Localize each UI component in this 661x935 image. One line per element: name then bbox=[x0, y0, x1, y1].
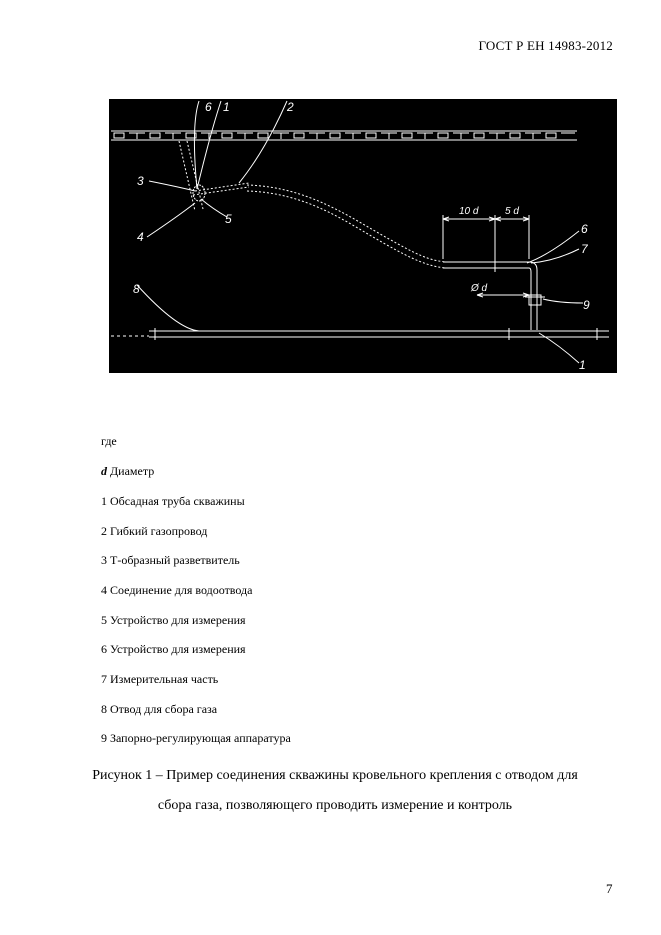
legend-item bbox=[101, 702, 217, 717]
roof-strip bbox=[111, 131, 577, 140]
legend-item-key: 4 bbox=[101, 583, 107, 597]
callout-6-right: 6 bbox=[581, 222, 588, 236]
legend-item-text: Запорно-регулирующая аппаратура bbox=[110, 731, 291, 745]
callout-3: 3 bbox=[137, 174, 144, 188]
callout-7: 7 bbox=[581, 242, 588, 256]
legend-item-key: 3 bbox=[101, 553, 107, 567]
page-number: 7 bbox=[606, 881, 613, 896]
callout-4: 4 bbox=[137, 230, 144, 244]
legend-item bbox=[101, 731, 291, 746]
caption-line-1: Рисунок 1 – Пример соединения скважины кровельного крепления с отводом для bbox=[92, 768, 578, 783]
caption-line-2: сбора газа, позволяющего проводить измерение и контроль bbox=[157, 798, 513, 813]
flexible-hose bbox=[247, 185, 447, 268]
legend-item-text: Устройство для измерения bbox=[110, 642, 246, 656]
legend-item bbox=[101, 642, 246, 657]
callout-9: 9 bbox=[583, 298, 590, 312]
figure-caption bbox=[40, 761, 630, 821]
connection-diagram bbox=[109, 99, 617, 373]
legend-item-key: 9 bbox=[101, 731, 107, 745]
legend-item bbox=[101, 524, 207, 539]
document-code: ГОСТ Р ЕН 14983-2012 bbox=[478, 38, 613, 53]
legend-item-text: Измерительная часть bbox=[110, 672, 219, 686]
legend-item-key: 1 bbox=[101, 494, 107, 508]
legend-item bbox=[101, 553, 240, 568]
legend-item bbox=[101, 464, 154, 479]
legend-item-key: 7 bbox=[101, 672, 107, 686]
legend-item-key: 2 bbox=[101, 524, 107, 538]
measuring-section bbox=[443, 215, 529, 272]
legend-item-key: d bbox=[101, 464, 107, 478]
callout-1-right: 1 bbox=[579, 358, 586, 372]
legend-item-key: 8 bbox=[101, 702, 107, 716]
legend-item-key: 6 bbox=[101, 642, 107, 656]
legend-item-text: Т-образный разветвитель bbox=[110, 553, 240, 567]
diagram-drawing bbox=[109, 99, 617, 373]
callout-6: 6 bbox=[205, 100, 212, 114]
legend-item bbox=[101, 494, 245, 509]
callout-8: 8 bbox=[133, 282, 140, 296]
legend-item-text: Обсадная труба скважины bbox=[110, 494, 245, 508]
legend-item-text: Гибкий газопровод bbox=[110, 524, 208, 538]
dimension-diameter: Ø d bbox=[471, 283, 488, 294]
dimension-5d: 5 d bbox=[505, 206, 519, 217]
dimension-10d: 10 d bbox=[459, 206, 479, 217]
legend-item-text: Диаметр bbox=[110, 464, 155, 478]
legend-item bbox=[101, 583, 252, 598]
t-branch bbox=[193, 183, 249, 201]
legend-intro: где bbox=[101, 434, 117, 448]
legend-item-key: 5 bbox=[101, 613, 107, 627]
legend-item bbox=[101, 613, 246, 628]
legend-item-text: Устройство для измерения bbox=[110, 613, 246, 627]
legend-item-text: Соединение для водоотвода bbox=[110, 583, 253, 597]
callout-2: 2 bbox=[287, 100, 294, 114]
legend-item-text: Отвод для сбора газа bbox=[110, 702, 218, 716]
legend-item bbox=[101, 672, 218, 687]
callout-5: 5 bbox=[225, 212, 232, 226]
callout-1: 1 bbox=[223, 100, 230, 114]
valve-riser bbox=[477, 262, 545, 330]
gas-collection-header bbox=[111, 328, 609, 340]
